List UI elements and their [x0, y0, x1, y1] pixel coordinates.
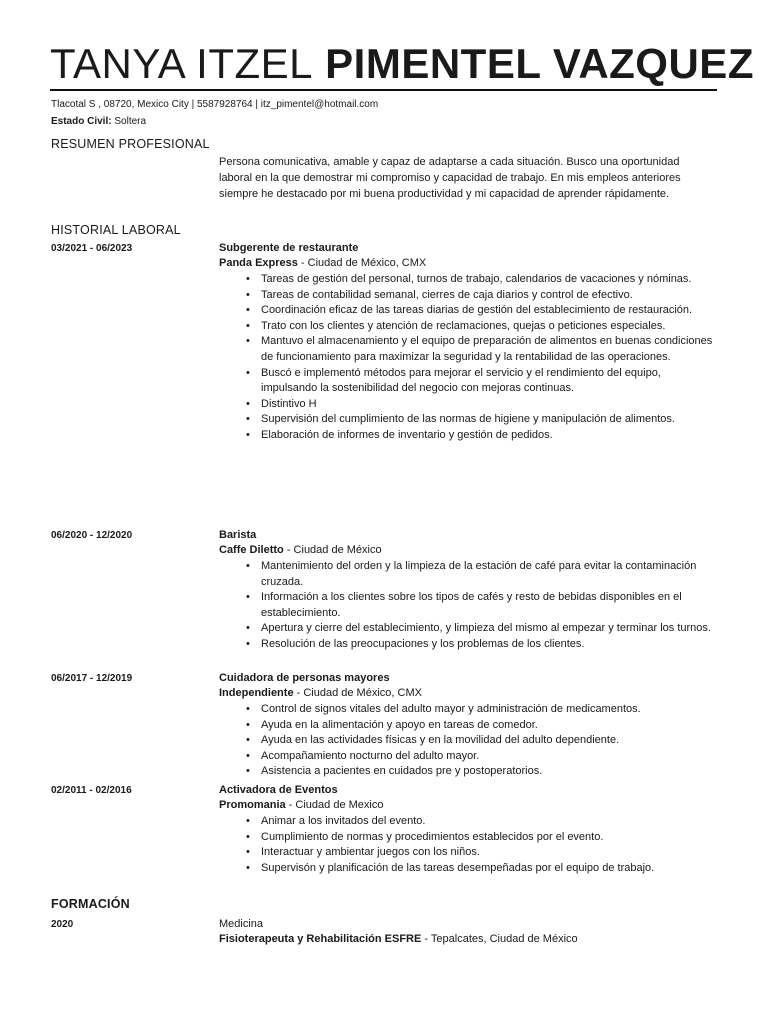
duty-item: • Buscó e implementó métodos para mejorar el servicio y el rendimiento del equipo, impulsando la sostenibilidad del negocio con mejoras continuas. [261, 366, 714, 397]
duty-item: • Interactuar y ambientar juegos con los niños. [261, 845, 714, 861]
candidate-name [50, 38, 754, 90]
duty-item: • Apertura y cierre del establecimiento, y limpieza del mismo al empezar y terminar los turnos. [261, 621, 714, 637]
company-location: - Ciudad de Mexico [285, 799, 384, 811]
duty-item: • Información a los clientes sobre los tipos de cafés y resto de bebidas disponibles en el establecimiento. [261, 590, 714, 621]
job-company [219, 798, 714, 813]
duty-item: • Supervisión del cumplimiento de las normas de higiene y manipulación de alimentos. [261, 412, 714, 428]
summary-text: Persona comunicativa, amable y capaz de adaptarse a cada situación. Busco una oportunidad laboral en la que demostrar mi compromiso y capacidad de trabajo. En mis empleos anteriores siempre he destacado por mi buena productividad y mi capacidad de aprender rápidamente. [219, 156, 681, 200]
duty-item: • Trato con los clientes y atención de reclamaciones, quejas o peticiones especiales. [261, 319, 714, 335]
duty-item: • Ayuda en las actividades físicas y en la movilidad del adulto dependiente. [261, 733, 714, 749]
duty-item: • Mantenimiento del orden y la limpieza de la estación de café para evitar la contaminación cruzada. [261, 559, 714, 590]
education-degree [219, 932, 714, 947]
job-company [219, 543, 714, 558]
job-role: Activadora de Eventos [219, 784, 338, 796]
job-dates: 02/2011 - 02/2016 [51, 785, 132, 796]
duty-item: • Animar a los invitados del evento. [261, 814, 714, 830]
job-duties [219, 814, 714, 876]
job-dates: 03/2021 - 06/2023 [51, 243, 133, 254]
company-location: - Ciudad de México, CMX [297, 257, 427, 269]
job-body [219, 671, 714, 780]
company-location: - Ciudad de México, CMX [293, 687, 422, 699]
education-heading: FORMACIÓN [51, 897, 130, 911]
civil-status-label: Estado Civil: [51, 116, 112, 127]
job-company [219, 686, 714, 701]
duty-item: • Ayuda en la alimentación y apoyo en tareas de comedor. [261, 718, 714, 734]
contact-line: Tlacotal S , 08720, Mexico City | 5587928764 | itz_pimentel@hotmail.com [51, 99, 379, 110]
company-location: - Ciudad de México [283, 544, 382, 556]
degree-name: Fisioterapeuta y Rehabilitación ESFRE [219, 933, 422, 945]
company-name: Panda Express [219, 257, 298, 269]
experience-heading: HISTORIAL LABORAL [51, 223, 181, 237]
job-duties [219, 702, 714, 780]
company-name: Caffe Diletto [219, 544, 284, 556]
degree-location: - Tepalcates, Ciudad de México [421, 933, 578, 945]
duty-item: • Mantuvo el almacenamiento y el equipo de preparación de alimentos en buenas condiciones de funcionamiento para maximizar la seguridad y la rentabilidad de las operaciones. [261, 334, 714, 365]
job-duties [219, 559, 714, 653]
duty-item: • Acompañamiento nocturno del adulto mayor. [261, 749, 714, 765]
civil-status-value: Soltera [114, 116, 147, 127]
duty-item: • Cumplimiento de normas y procedimientos establecidos por el evento. [261, 830, 714, 846]
duty-item: • Distintivo H [261, 397, 714, 413]
job-role: Subgerente de restaurante [219, 242, 359, 254]
first-name: TANYA ITZEL [50, 40, 313, 87]
header-divider [50, 89, 717, 91]
job-duties [219, 272, 714, 444]
duty-item: • Asistencia a pacientes en cuidados pre y postoperatorios. [261, 764, 714, 780]
job-role: Barista [219, 529, 257, 541]
duty-item: • Supervisón y planificación de las tareas desempeñadas por el equipo de trabajo. [261, 861, 714, 877]
job-body [219, 528, 714, 653]
job-dates: 06/2017 - 12/2019 [51, 673, 133, 684]
duty-item: • Tareas de gestión del personal, turnos de trabajo, calendarios de vacaciones y nóminas. [261, 272, 714, 288]
company-name: Promomania [219, 799, 286, 811]
duty-item: • Tareas de contabilidad semanal, cierres de caja diarios y control de efectivo. [261, 288, 714, 304]
last-name: PIMENTEL VAZQUEZ [325, 40, 754, 87]
job-body [219, 241, 714, 444]
job-company [219, 256, 714, 271]
summary-heading: RESUMEN PROFESIONAL [51, 137, 210, 151]
job-role: Cuidadora de personas mayores [219, 672, 390, 684]
duty-item: • Resolución de las preocupaciones y los problemas de los clientes. [261, 637, 714, 653]
education-field: Medicina [219, 918, 264, 930]
education-body [219, 917, 714, 947]
civil-status [51, 116, 146, 128]
company-name: Independiente [219, 687, 294, 699]
job-dates: 06/2020 - 12/2020 [51, 530, 133, 541]
duty-item: • Control de signos vitales del adulto mayor y administración de medicamentos. [261, 702, 714, 718]
job-body [219, 783, 714, 876]
duty-item: • Coordinación eficaz de las tareas diarias de gestión del establecimiento de restauración. [261, 303, 714, 319]
duty-item: • Elaboración de informes de inventario y gestión de pedidos. [261, 428, 714, 444]
education-year: 2020 [51, 919, 74, 930]
